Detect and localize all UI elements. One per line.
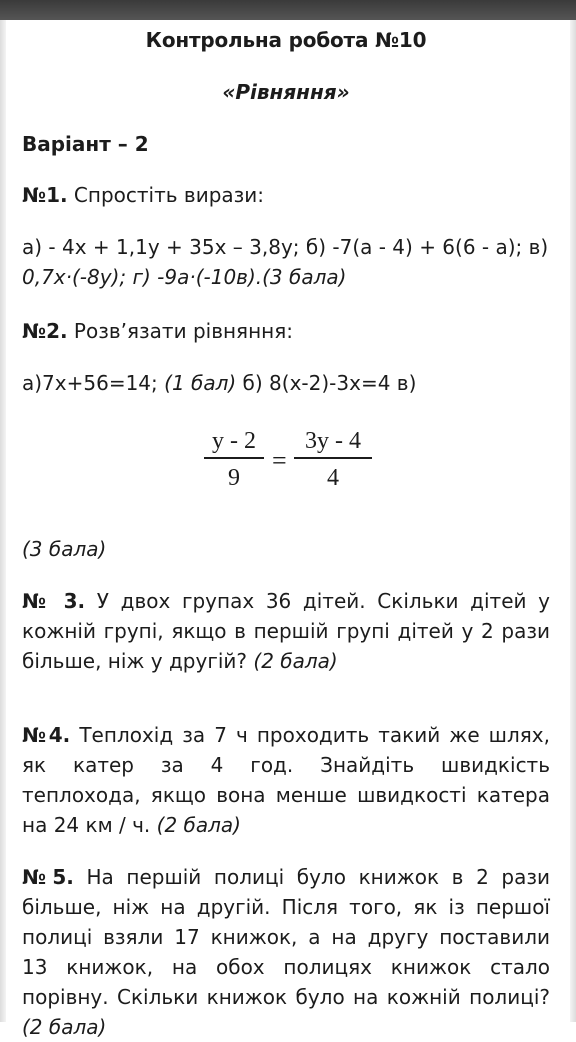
task2-heading xyxy=(22,316,550,346)
equals-sign: = xyxy=(272,446,287,475)
task2-line xyxy=(22,368,550,398)
task2-number: №2. xyxy=(22,319,68,343)
task2-prompt: Розв’язати рівняння: xyxy=(67,319,294,343)
top-status-bar xyxy=(0,0,576,20)
task2-part-b: б) 8(х-2)-3х=4 в) xyxy=(236,371,417,395)
page-title: Контрольна робота №10 xyxy=(145,28,427,52)
task2-part-a-points: (1 бал) xyxy=(164,371,237,395)
task3-text: У двох групах 36 дітей. Скільки дітей у кожній групі, якщо в першій групі дітей у 2 рази більше, ніж у другій? xyxy=(22,589,551,673)
task1-line2: 0,7х·(-8у); г) -9а·(-10в).(3 бала) xyxy=(22,265,347,289)
task5-points: (2 бала) xyxy=(22,1015,107,1039)
page-subtitle: «Рівняння» xyxy=(222,80,350,104)
task4-paragraph xyxy=(22,720,550,840)
task3-points: (2 бала) xyxy=(253,649,338,673)
task1-heading xyxy=(22,180,550,210)
task5-paragraph xyxy=(22,862,550,1042)
task3-number: № 3. xyxy=(22,589,86,613)
task1-number: №1. xyxy=(22,183,68,207)
task4-number: №4. xyxy=(22,723,71,747)
task5-text: На першій полиці було книжок в 2 рази більше, ніж на другій. Після того, як із першої полиці взяли 17 книжок, а на другу поставили 13 книжок, на обох полицях книжок стало порівну. Скільки книжок було на кожній полиці? xyxy=(22,865,551,1009)
left-fraction xyxy=(204,428,264,492)
right-fraction xyxy=(294,428,372,492)
task2-points: (3 бала) xyxy=(22,537,107,561)
right-numerator: 3y - 4 xyxy=(305,428,361,454)
right-page-edge xyxy=(570,20,576,1022)
variant-heading: Варіант – 2 xyxy=(22,132,149,156)
left-page-edge xyxy=(0,20,6,1022)
task4-text: Теплохід за 7 ч проходить такий же шлях, як катер за 4 год. Знайдіть швидкість теплохода, якщо вона менше швидкості катера на 24 км / ч. xyxy=(22,723,550,837)
left-denominator: 9 xyxy=(228,465,240,491)
task1-prompt: Спростіть вирази: xyxy=(67,183,265,207)
right-denominator: 4 xyxy=(327,465,339,491)
task5-number: №5. xyxy=(22,865,74,889)
task1-line1: а) - 4x + 1,1y + 35x – 3,8y; б) -7(a - 4) + 6(6 - a); в) xyxy=(22,235,549,259)
document-page xyxy=(22,20,551,1039)
task4-points: (2 бала) xyxy=(156,813,241,837)
left-numerator: y - 2 xyxy=(212,428,256,454)
task3-paragraph xyxy=(22,586,550,676)
task2-part-a: а)7х+56=14; xyxy=(22,371,165,395)
task2-equation xyxy=(204,428,374,508)
